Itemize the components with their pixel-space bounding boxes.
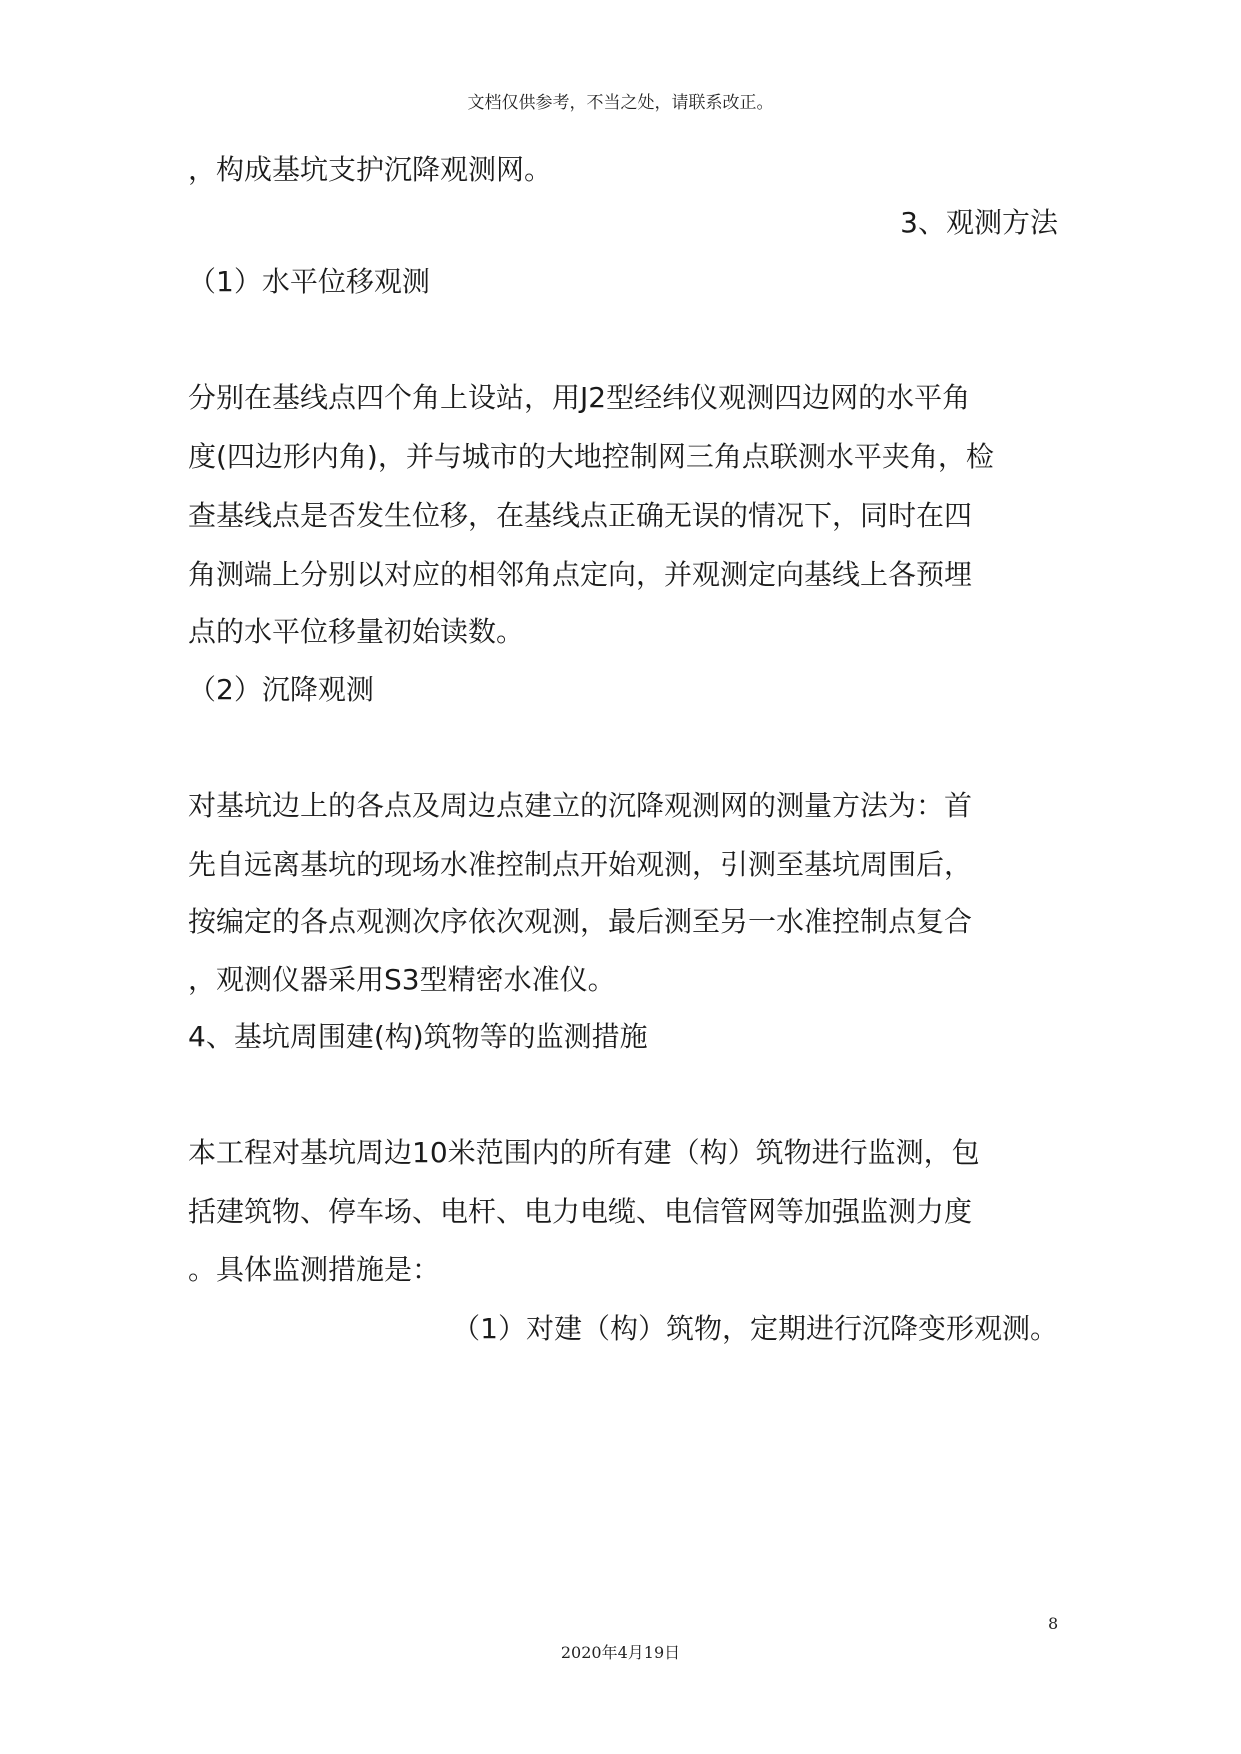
page-header: 文档仅供参考，不当之处，请联系改正。 [467,93,774,113]
paragraph-line: 点的水平位移量初始读数。 [188,615,525,648]
paragraph-line: 。具体监测措施是： [188,1253,441,1286]
paragraph-line: 本工程对基坑周边10米范围内的所有建（构）筑物进行监测，包 [188,1136,980,1169]
paragraph-line: 查基线点是否发生位移，在基线点正确无误的情况下，同时在四 [188,499,973,532]
paragraph-line: ，观测仪器采用S3型精密水准仪。 [188,963,616,996]
paragraph-line: 角测端上分别以对应的相邻角点定向，并观测定向基线上各预埋 [188,558,973,591]
paragraph-line: 对基坑边上的各点及周边点建立的沉降观测网的测量方法为：首 [188,789,973,822]
paragraph-line: 括建筑物、停车场、电杆、电力电缆、电信管网等加强监测力度 [188,1195,973,1228]
text-line-continuation: ，构成基坑支护沉降观测网。 [188,153,553,186]
paragraph-line: 分别在基线点四个角上设站，用J2型经纬仪观测四边网的水平角 [188,381,971,414]
paragraph-line: 按编定的各点观测次序依次观测，最后测至另一水准控制点复合 [188,905,973,938]
footer-date: 2020年4月19日 [560,1643,681,1662]
page-number: 8 [1048,1614,1059,1633]
paragraph-line: 度(四边形内角)，并与城市的大地控制网三角点联测水平夹角，检 [188,440,994,473]
monitoring-item-1: （1）对建（构）筑物，定期进行沉降变形观测。 [452,1312,1058,1345]
subheading-settlement: （2）沉降观测 [188,673,374,706]
section-heading-observation-method: 3、观测方法 [900,206,1058,239]
section-heading-monitoring: 4、基坑周围建(构)筑物等的监测措施 [188,1020,648,1053]
paragraph-line: 先自远离基坑的现场水准控制点开始观测，引测至基坑周围后， [188,848,973,881]
subheading-horizontal-displacement: （1）水平位移观测 [188,265,430,298]
